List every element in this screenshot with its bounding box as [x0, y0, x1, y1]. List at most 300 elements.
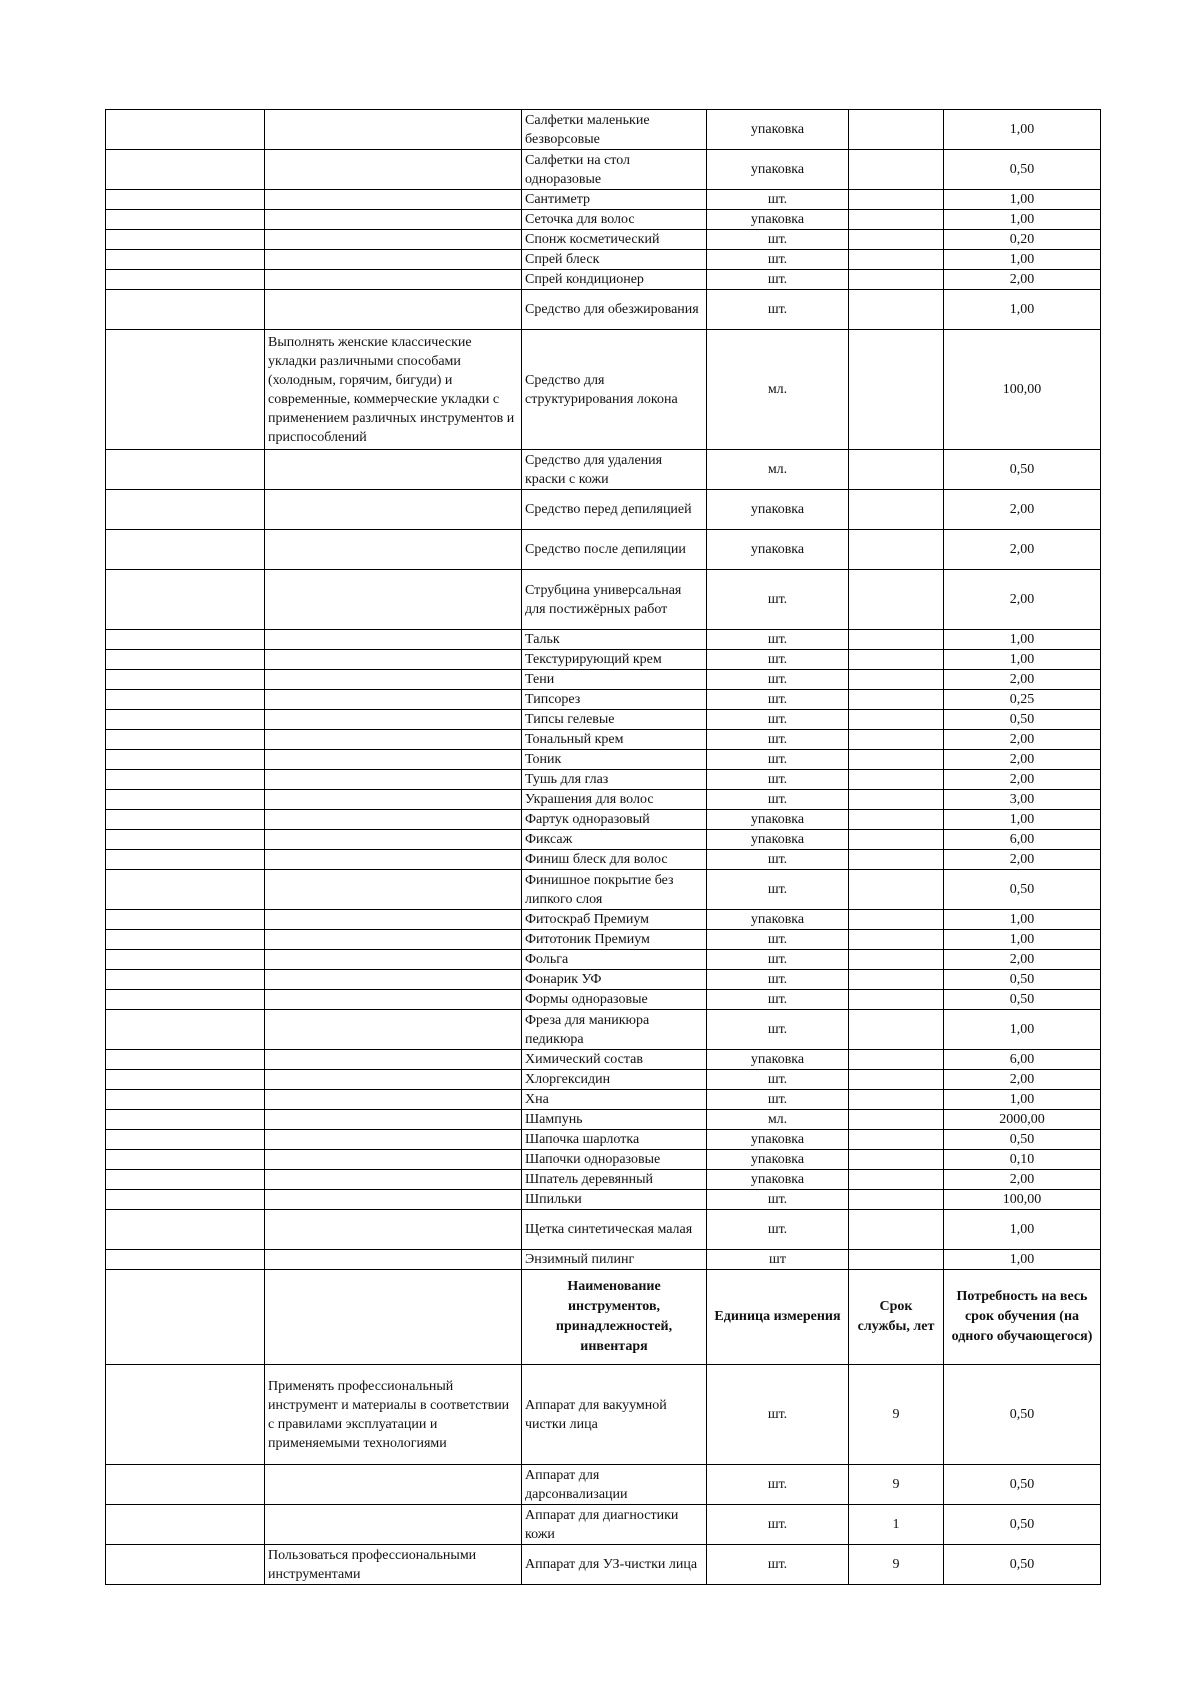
unit-cell: шт. [707, 1465, 849, 1505]
item-name-cell: Шапочки одноразовые [522, 1150, 707, 1170]
activity-cell [106, 1365, 265, 1465]
unit-cell: шт. [707, 670, 849, 690]
quantity-cell: 1,00 [944, 1250, 1101, 1270]
unit-cell: шт. [707, 270, 849, 290]
table-row [106, 950, 1101, 970]
quantity-cell: 0,50 [944, 1365, 1101, 1465]
skill-cell [265, 1090, 522, 1110]
unit-cell: шт. [707, 630, 849, 650]
header-service-life-cell: Срок службы, лет [849, 1270, 944, 1365]
item-name-cell: Типсорез [522, 690, 707, 710]
table-row [106, 1070, 1101, 1090]
item-name-cell: Спрей блеск [522, 250, 707, 270]
item-name-cell: Хлоргексидин [522, 1070, 707, 1090]
service-life-cell [849, 870, 944, 910]
quantity-cell: 2,00 [944, 490, 1101, 530]
activity-cell [106, 1090, 265, 1110]
quantity-cell: 2,00 [944, 1070, 1101, 1090]
unit-cell: шт. [707, 750, 849, 770]
skill-cell [265, 790, 522, 810]
quantity-cell: 2,00 [944, 950, 1101, 970]
activity-cell [106, 850, 265, 870]
item-name-cell: Тушь для глаз [522, 770, 707, 790]
service-life-cell [849, 690, 944, 710]
unit-cell: шт. [707, 770, 849, 790]
item-name-cell: Шапочка шарлотка [522, 1130, 707, 1150]
quantity-cell: 0,10 [944, 1150, 1101, 1170]
quantity-cell: 1,00 [944, 110, 1101, 150]
unit-cell: шт. [707, 1090, 849, 1110]
unit-cell: мл. [707, 1110, 849, 1130]
item-name-cell: Спонж косметический [522, 230, 707, 250]
quantity-cell: 0,50 [944, 150, 1101, 190]
activity-cell [106, 490, 265, 530]
item-name-cell: Фитотоник Премиум [522, 930, 707, 950]
quantity-cell: 0,50 [944, 710, 1101, 730]
item-name-cell: Тоник [522, 750, 707, 770]
quantity-cell: 2,00 [944, 730, 1101, 750]
quantity-cell: 0,50 [944, 1505, 1101, 1545]
quantity-cell: 2,00 [944, 750, 1101, 770]
activity-cell [106, 330, 265, 450]
service-life-cell [849, 630, 944, 650]
service-life-cell [849, 650, 944, 670]
table-row [106, 1250, 1101, 1270]
unit-cell: упаковка [707, 1150, 849, 1170]
quantity-cell: 0,50 [944, 870, 1101, 910]
service-life-cell [849, 110, 944, 150]
activity-cell [106, 790, 265, 810]
unit-cell: шт. [707, 690, 849, 710]
table-row [106, 750, 1101, 770]
item-name-cell: Аппарат для дарсонвализации [522, 1465, 707, 1505]
item-name-cell: Тени [522, 670, 707, 690]
table-row [106, 1110, 1101, 1130]
skill-cell [265, 1210, 522, 1250]
table-header-row [106, 1270, 1101, 1365]
item-name-cell: Шпильки [522, 1190, 707, 1210]
table-row [106, 1190, 1101, 1210]
skill-cell [265, 750, 522, 770]
service-life-cell [849, 1090, 944, 1110]
table-row [106, 630, 1101, 650]
skill-cell [265, 530, 522, 570]
quantity-cell: 1,00 [944, 1090, 1101, 1110]
skill-cell [265, 490, 522, 530]
table-row [106, 870, 1101, 910]
activity-cell [106, 1190, 265, 1210]
service-life-cell [849, 330, 944, 450]
unit-cell: шт. [707, 730, 849, 750]
unit-cell: шт. [707, 1545, 849, 1585]
quantity-cell: 2000,00 [944, 1110, 1101, 1130]
quantity-cell: 2,00 [944, 670, 1101, 690]
unit-cell: упаковка [707, 110, 849, 150]
quantity-cell: 2,00 [944, 1170, 1101, 1190]
item-name-cell: Шпатель деревянный [522, 1170, 707, 1190]
service-life-cell [849, 1250, 944, 1270]
table-row [106, 230, 1101, 250]
skill-cell [265, 110, 522, 150]
table-row [106, 990, 1101, 1010]
service-life-cell [849, 190, 944, 210]
table-row [106, 910, 1101, 930]
table-row [106, 1150, 1101, 1170]
skill-cell [265, 970, 522, 990]
activity-cell [106, 1250, 265, 1270]
quantity-cell: 100,00 [944, 1190, 1101, 1210]
item-name-cell: Средство для удаления краски с кожи [522, 450, 707, 490]
skill-cell [265, 810, 522, 830]
activity-cell [106, 150, 265, 190]
table-row [106, 1130, 1101, 1150]
skill-cell [265, 630, 522, 650]
table-row [106, 1505, 1101, 1545]
service-life-cell [849, 530, 944, 570]
service-life-cell [849, 1070, 944, 1090]
activity-cell [106, 730, 265, 750]
table-row [106, 250, 1101, 270]
skill-cell [265, 210, 522, 230]
unit-cell: упаковка [707, 910, 849, 930]
unit-cell: шт. [707, 1365, 849, 1465]
item-name-cell: Средство после депиляции [522, 530, 707, 570]
activity-cell [106, 530, 265, 570]
skill-cell [265, 190, 522, 210]
table-row [106, 930, 1101, 950]
service-life-cell [849, 250, 944, 270]
unit-cell: шт. [707, 1210, 849, 1250]
header-activity-cell [106, 1270, 265, 1365]
service-life-cell [849, 1110, 944, 1130]
service-life-cell [849, 810, 944, 830]
skill-cell [265, 850, 522, 870]
skill-cell: Пользоваться профессиональными инструментами [265, 1545, 522, 1585]
quantity-cell: 2,00 [944, 270, 1101, 290]
skill-cell [265, 150, 522, 190]
table-row [106, 810, 1101, 830]
skill-cell [265, 1070, 522, 1090]
table-row [106, 570, 1101, 630]
unit-cell: упаковка [707, 490, 849, 530]
quantity-cell: 1,00 [944, 290, 1101, 330]
skill-cell [265, 1110, 522, 1130]
unit-cell: шт. [707, 1190, 849, 1210]
quantity-cell: 1,00 [944, 930, 1101, 950]
service-life-cell [849, 210, 944, 230]
service-life-cell [849, 230, 944, 250]
activity-cell [106, 1010, 265, 1050]
table-row [106, 1210, 1101, 1250]
unit-cell: мл. [707, 330, 849, 450]
service-life-cell: 9 [849, 1465, 944, 1505]
item-name-cell: Сантиметр [522, 190, 707, 210]
unit-cell: шт. [707, 850, 849, 870]
activity-cell [106, 910, 265, 930]
skill-cell: Применять профессиональный инструмент и материалы в соответствии с правилами эксплуатации и применяемыми технологиями [265, 1365, 522, 1465]
quantity-cell: 1,00 [944, 210, 1101, 230]
skill-cell [265, 1250, 522, 1270]
skill-cell [265, 950, 522, 970]
activity-cell [106, 1150, 265, 1170]
skill-cell [265, 1190, 522, 1210]
skill-cell [265, 1050, 522, 1070]
table-row [106, 530, 1101, 570]
table-row [106, 1170, 1101, 1190]
skill-cell [265, 1010, 522, 1050]
quantity-cell: 2,00 [944, 770, 1101, 790]
table-row [106, 650, 1101, 670]
quantity-cell: 1,00 [944, 250, 1101, 270]
skill-cell [265, 1130, 522, 1150]
activity-cell [106, 830, 265, 850]
activity-cell [106, 930, 265, 950]
item-name-cell: Финиш блеск для волос [522, 850, 707, 870]
unit-cell: упаковка [707, 1130, 849, 1150]
activity-cell [106, 770, 265, 790]
skill-cell [265, 870, 522, 910]
quantity-cell: 1,00 [944, 630, 1101, 650]
quantity-cell: 1,00 [944, 1010, 1101, 1050]
table-row [106, 1465, 1101, 1505]
quantity-cell: 2,00 [944, 850, 1101, 870]
service-life-cell [849, 1130, 944, 1150]
skill-cell [265, 450, 522, 490]
service-life-cell [849, 1050, 944, 1070]
activity-cell [106, 870, 265, 910]
materials-table [105, 109, 1101, 1585]
header-item-name-cell: Наименование инструментов, принадлежностей, инвентаря [522, 1270, 707, 1365]
table-row [106, 1010, 1101, 1050]
service-life-cell [849, 990, 944, 1010]
unit-cell: шт. [707, 710, 849, 730]
service-life-cell [849, 1190, 944, 1210]
item-name-cell: Энзимный пилинг [522, 1250, 707, 1270]
unit-cell: упаковка [707, 210, 849, 230]
service-life-cell [849, 830, 944, 850]
unit-cell: шт. [707, 290, 849, 330]
service-life-cell [849, 770, 944, 790]
quantity-cell: 0,50 [944, 970, 1101, 990]
activity-cell [106, 710, 265, 730]
service-life-cell [849, 970, 944, 990]
item-name-cell: Типсы гелевые [522, 710, 707, 730]
item-name-cell: Салфетки на стол одноразовые [522, 150, 707, 190]
table-body [106, 110, 1101, 1585]
item-name-cell: Тальк [522, 630, 707, 650]
quantity-cell: 1,00 [944, 810, 1101, 830]
activity-cell [106, 990, 265, 1010]
quantity-cell: 0,50 [944, 1545, 1101, 1585]
skill-cell [265, 690, 522, 710]
unit-cell: шт. [707, 870, 849, 910]
quantity-cell: 6,00 [944, 830, 1101, 850]
unit-cell: мл. [707, 450, 849, 490]
activity-cell [106, 630, 265, 650]
skill-cell [265, 290, 522, 330]
quantity-cell: 0,50 [944, 1130, 1101, 1150]
table-row [106, 850, 1101, 870]
skill-cell [265, 250, 522, 270]
skill-cell [265, 730, 522, 750]
service-life-cell [849, 950, 944, 970]
item-name-cell: Фитоскраб Премиум [522, 910, 707, 930]
table-row [106, 710, 1101, 730]
service-life-cell [849, 670, 944, 690]
item-name-cell: Средство для обезжирования [522, 290, 707, 330]
service-life-cell [849, 1210, 944, 1250]
skill-cell [265, 230, 522, 250]
unit-cell: шт. [707, 190, 849, 210]
service-life-cell: 1 [849, 1505, 944, 1545]
table-row [106, 490, 1101, 530]
activity-cell [106, 1170, 265, 1190]
skill-cell [265, 570, 522, 630]
unit-cell: шт. [707, 650, 849, 670]
item-name-cell: Аппарат для УЗ-чистки лица [522, 1545, 707, 1585]
activity-cell [106, 450, 265, 490]
unit-cell: шт. [707, 570, 849, 630]
item-name-cell: Аппарат для вакуумной чистки лица [522, 1365, 707, 1465]
service-life-cell [849, 850, 944, 870]
service-life-cell [849, 910, 944, 930]
table-row [106, 730, 1101, 750]
activity-cell [106, 690, 265, 710]
unit-cell: шт. [707, 930, 849, 950]
item-name-cell: Спрей кондиционер [522, 270, 707, 290]
activity-cell [106, 1110, 265, 1130]
activity-cell [106, 1210, 265, 1250]
activity-cell [106, 670, 265, 690]
item-name-cell: Средство для структурирования локона [522, 330, 707, 450]
service-life-cell [849, 290, 944, 330]
unit-cell: шт. [707, 1010, 849, 1050]
item-name-cell: Салфетки маленькие безворсовые [522, 110, 707, 150]
service-life-cell [849, 930, 944, 950]
quantity-cell: 3,00 [944, 790, 1101, 810]
table-row [106, 690, 1101, 710]
activity-cell [106, 750, 265, 770]
table-row [106, 270, 1101, 290]
table-row [106, 670, 1101, 690]
skill-cell [265, 270, 522, 290]
table-row [106, 1365, 1101, 1465]
skill-cell [265, 910, 522, 930]
skill-cell [265, 650, 522, 670]
activity-cell [106, 110, 265, 150]
quantity-cell: 2,00 [944, 530, 1101, 570]
item-name-cell: Щетка синтетическая малая [522, 1210, 707, 1250]
skill-cell [265, 710, 522, 730]
quantity-cell: 6,00 [944, 1050, 1101, 1070]
item-name-cell: Фартук одноразовый [522, 810, 707, 830]
table-row [106, 770, 1101, 790]
table-row [106, 150, 1101, 190]
skill-cell [265, 830, 522, 850]
service-life-cell [849, 150, 944, 190]
item-name-cell: Хна [522, 1090, 707, 1110]
activity-cell [106, 950, 265, 970]
activity-cell [106, 190, 265, 210]
item-name-cell: Украшения для волос [522, 790, 707, 810]
unit-cell: шт [707, 1250, 849, 1270]
item-name-cell: Формы одноразовые [522, 990, 707, 1010]
unit-cell: шт. [707, 250, 849, 270]
service-life-cell [849, 570, 944, 630]
unit-cell: шт. [707, 950, 849, 970]
unit-cell: упаковка [707, 1170, 849, 1190]
table-row [106, 290, 1101, 330]
service-life-cell [849, 790, 944, 810]
activity-cell [106, 1505, 265, 1545]
quantity-cell: 1,00 [944, 1210, 1101, 1250]
unit-cell: упаковка [707, 1050, 849, 1070]
activity-cell [106, 810, 265, 830]
table-row [106, 1090, 1101, 1110]
item-name-cell: Фреза для маникюра педикюра [522, 1010, 707, 1050]
header-quantity-cell: Потребность на весь срок обучения (на одного обучающегося) [944, 1270, 1101, 1365]
quantity-cell: 0,25 [944, 690, 1101, 710]
service-life-cell [849, 1170, 944, 1190]
item-name-cell: Струбцина универсальная для постижёрных работ [522, 570, 707, 630]
item-name-cell: Фольга [522, 950, 707, 970]
quantity-cell: 0,20 [944, 230, 1101, 250]
activity-cell [106, 970, 265, 990]
item-name-cell: Финишное покрытие без липкого слоя [522, 870, 707, 910]
activity-cell [106, 290, 265, 330]
quantity-cell: 0,50 [944, 1465, 1101, 1505]
activity-cell [106, 210, 265, 230]
activity-cell [106, 230, 265, 250]
activity-cell [106, 570, 265, 630]
skill-cell [265, 670, 522, 690]
item-name-cell: Фиксаж [522, 830, 707, 850]
skill-cell [265, 1170, 522, 1190]
table-row [106, 970, 1101, 990]
service-life-cell [849, 1150, 944, 1170]
quantity-cell: 1,00 [944, 190, 1101, 210]
table-row [106, 210, 1101, 230]
skill-cell [265, 1150, 522, 1170]
service-life-cell: 9 [849, 1365, 944, 1465]
item-name-cell: Шампунь [522, 1110, 707, 1130]
header-skill-cell [265, 1270, 522, 1365]
service-life-cell [849, 710, 944, 730]
unit-cell: упаковка [707, 810, 849, 830]
unit-cell: шт. [707, 1505, 849, 1545]
table-row [106, 1050, 1101, 1070]
skill-cell [265, 1505, 522, 1545]
service-life-cell [849, 450, 944, 490]
table-row [106, 830, 1101, 850]
skill-cell [265, 770, 522, 790]
service-life-cell [849, 270, 944, 290]
activity-cell [106, 1050, 265, 1070]
table-row [106, 790, 1101, 810]
item-name-cell: Сеточка для волос [522, 210, 707, 230]
item-name-cell: Фонарик УФ [522, 970, 707, 990]
header-unit-cell: Единица измерения [707, 1270, 849, 1365]
quantity-cell: 0,50 [944, 990, 1101, 1010]
service-life-cell [849, 730, 944, 750]
item-name-cell: Аппарат для диагностики кожи [522, 1505, 707, 1545]
service-life-cell [849, 750, 944, 770]
skill-cell [265, 990, 522, 1010]
service-life-cell: 9 [849, 1545, 944, 1585]
activity-cell [106, 1465, 265, 1505]
unit-cell: шт. [707, 230, 849, 250]
activity-cell [106, 1130, 265, 1150]
